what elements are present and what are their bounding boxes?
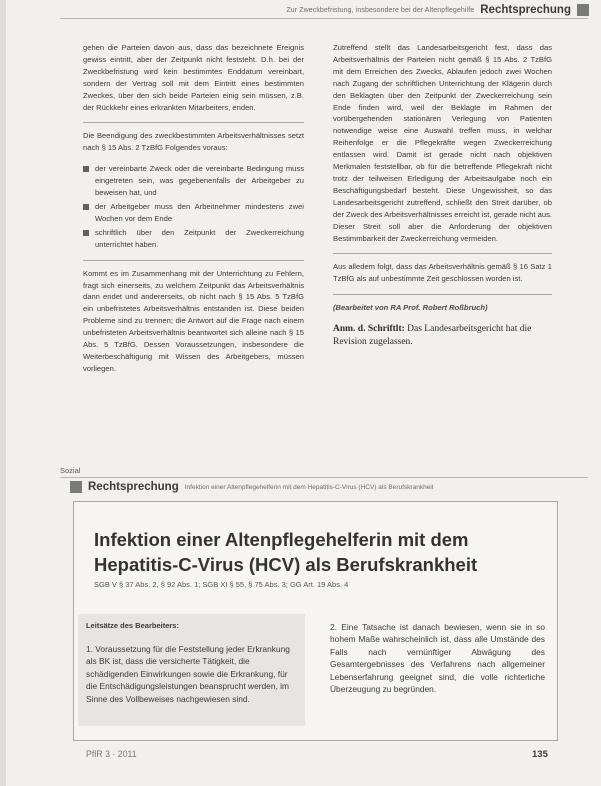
bullet-square-icon [83, 230, 89, 236]
section-marker-icon [70, 481, 82, 493]
page-header [286, 3, 589, 17]
editor-note-label: Anm. d. Schriftlt: [333, 324, 405, 335]
category-label: Sozial [60, 466, 81, 475]
bullet-square-icon [83, 166, 89, 172]
running-title: Zur Zweckbefristung, insbesondere bei der Altenpflegehilfe [286, 6, 475, 14]
leitsaetze-title: Leitsätze des Bearbeiters: [86, 621, 179, 630]
page-edge-shadow [0, 0, 6, 786]
section-marker-icon [577, 4, 589, 16]
page-number: 135 [532, 749, 548, 760]
column-divider [83, 122, 304, 123]
legal-references: SGB V § 37 Abs. 2, § 92 Abs. 1; SGB XI § 55, § 75 Abs. 3; GG Art. 19 Abs. 4 [94, 580, 349, 589]
section-rule [60, 477, 588, 478]
editor-note-text: Das Landesarbeitsgericht hat die Revision zugelassen. [333, 324, 532, 347]
col2-paragraph-1: Zutreffend stellt das Landesarbeitsgericht fest, dass das Arbeitsverhältnis der Parteien nicht gemäß § 15 Abs. 2 TzBfG mit dem Erreichen des Zwecks, Ablaufen jedoch zwei Wochen nach Zugang der schriftlichen Unterrichtung der Klägerin durch den Beklagten über den Zeitpunkt der Zweckerreichung sein Ende finden wird, weil der Beklagte im Rahmen der vorübergehenden stationären Verlegung von Patienten notwendige weise eine Auswahl treffen muss, in welchar Reihenfolge er die Pflegekräfte wegen Zweckerreichung entlassen wird. Damit ist gerade nicht nach objektiven Merkmalen feststellbar, ob für die betreffende Pflegekraft nicht trotz der teilweisen Erledigung der Arbeitsaufgabe noch ein Beschäftigungsbedarf besteht. Diese Ungewissheit, so das Landesarbeitsgericht zutreffend, schließt den Streit darüber, ob der Zweck des Arbeitsverhältnisses erreicht ist, gerade nicht aus. Dieser Streit soll aber die Anforderung der objektiven Bestimmbarkeit der Zweckerreichung vermeiden. [333, 43, 552, 243]
section-label: Rechtsprechung [480, 4, 571, 16]
article-title: Infektion einer Altenpflegehelferin mit dem Hepatitis-C-Virus (HCV) als Berufskrankheit [94, 529, 478, 575]
bullet-item [83, 163, 304, 199]
bullet-item [83, 227, 304, 251]
left-column [83, 42, 304, 384]
editor-note [333, 323, 552, 348]
col2-paragraph-2: Aus alledem folgt, dass das Arbeitsverhältnis gemäß § 16 Satz 1 TzBfG als auf unbestimmte Zeit geschlossen worden ist. [333, 262, 552, 284]
bullet-item [83, 201, 304, 225]
col1-paragraph-1: gehen die Parteien davon aus, dass das bezeichnete Ereignis gewiss eintritt, aber der Zeitpunkt nicht feststeht. D.h. bei der Zweckbefristung wird kein bestimmtes Enddatum vereinbart, sondern der Vertrag soll mit dem Eintritt eines bestimmten Zweckes, über den sich beide Parteien einig sein müssen, z.B. der Rückkehr eines erkrankten Mitarbeiters, enden. [83, 43, 304, 112]
section-label: Rechtsprechung [88, 481, 179, 493]
running-title: Infektion einer Altenpflegehelferin mit dem Hepatitis-C-Virus (HCV) als Berufskrankheit [184, 483, 434, 491]
author-credit: (Bearbeitet von RA Prof. Robert Roßbruch) [333, 303, 488, 313]
leitsatz-1: 1. Voraussetzung für die Feststellung jeder Erkrankung als BK ist, dass die versicherte Tätigkeit, die schädigenden Einwirkungen sowie die Erkrankung, für die Entschädigungsleistungen beansprucht werden, im Sinne des Vollbeweises nachgewiesen sind. [86, 644, 290, 704]
section-bar [70, 480, 434, 494]
col1-paragraph-3: Kommt es im Zusammenhang mit der Unterrichtung zu Fehlern, fragt sich einerseits, zu welchem Zeitpunkt das Arbeitsverhältnis dann endet und andererseits, ob nicht nach § 15 Abs. 5 TzBfG ein unbefristetes Arbeitsverhältnis entstanden ist. Diese beiden Probleme sind zu trennen; die Antwort auf die Frage nach einem unbefristeten Arbeitsverhältnis beantwortet sich alleine nach § 15 Abs. 5 TzBfG. Dessen Voraussetzungen, insbesondere die Weiterbeschäftigung mit Wissen des Arbeitgebers, müssen vorliegen. [83, 268, 304, 373]
column-divider [333, 294, 552, 295]
leitsatz-2: 2. Eine Tatsache ist danach bewiesen, wenn sie in so hohem Maße wahrscheinlich ist, dass alle Umstände des Falls nach vernünftiger Abwägung des Gesamtergebnisses des Verfahrens nach allgemeiner Lebenserfahrung geeignet sind, die volle richterliche Überzeugung zu begründen. [330, 622, 545, 695]
column-divider [83, 260, 304, 261]
col1-paragraph-2: Die Beendigung des zweckbestimmten Arbeitsverhältnisses setzt nach § 15 Abs. 2 TzBfG Folgendes voraus: [83, 131, 304, 153]
journal-issue: PflR 3 · 2011 [86, 749, 137, 759]
bullet-text: schriftlich über den Zeitpunkt der Zweckerreichung unterrichtet haben. [95, 227, 304, 249]
column-divider [333, 253, 552, 254]
right-column [333, 42, 552, 357]
bullet-text: der Arbeitgeber muss den Arbeitnehmer mindestens zwei Wochen vor dem Ende [95, 201, 304, 223]
header-rule [60, 18, 588, 19]
bullet-text: der vereinbarte Zweck oder die vereinbarte Bedingung muss eingetreten sein, was gegebenenfalls der Arbeitgeber zu beweisen hat, und [95, 164, 304, 198]
bullet-square-icon [83, 204, 89, 210]
